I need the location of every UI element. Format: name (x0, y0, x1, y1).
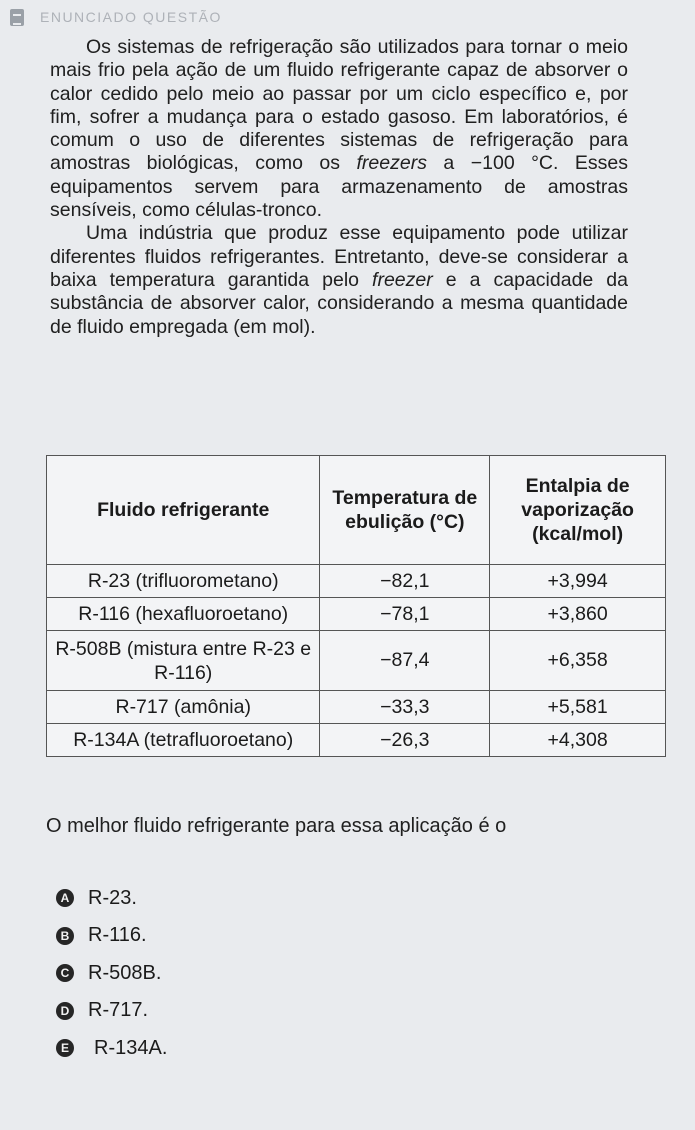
top-bar (0, 0, 695, 34)
cell-fluid: R-134A (tetrafluoroetano) (47, 724, 320, 757)
cell-enthalpy: +3,994 (490, 565, 666, 598)
table-header-row (47, 456, 666, 565)
option-d[interactable] (56, 1001, 167, 1021)
passage-paragraph-1: Os sistemas de refrigeração são utilizados para tornar o meio mais frio pela ação de um fluido refrigerante capaz de absorver o calor cedido pelo meio ao passar por um ciclo específico e, por fim, sofrer a mudança para o estado gasoso. Em laboratórios, é comum o uso de diferentes sistemas de refrigeração para amostras biológicas, como os freezers a −100 °C. Esses equipamentos servem para armazenamento de amostras sensíveis, como células-tronco. (50, 36, 629, 222)
cell-fluid: R-508B (mistura entre R-23 e R-116) (47, 631, 320, 691)
option-e[interactable] (56, 1038, 167, 1058)
cell-enthalpy: +3,860 (490, 598, 666, 631)
question-passage (50, 36, 628, 339)
option-c[interactable] (56, 963, 167, 983)
table-row (47, 631, 666, 691)
header-vaporization-enthalpy: Entalpia de vaporização (kcal/mol) (490, 456, 666, 565)
table-row (47, 691, 666, 724)
cell-boiling: −33,3 (320, 691, 490, 724)
header-fluid: Fluido refrigerante (47, 456, 320, 565)
cell-boiling: −82,1 (320, 565, 490, 598)
passage-paragraph-2: Uma indústria que produz esse equipamento pode utilizar diferentes fluidos refrigerantes. Entretanto, deve-se considerar a baixa temperatura garantida pelo freezer e a capacidade da substância de absorver calor, considerando a mesma quantidade de fluido empregada (em mol). (50, 222, 628, 338)
table-row (47, 598, 666, 631)
cell-enthalpy: +4,308 (490, 724, 666, 757)
option-letter-badge: B (56, 927, 74, 945)
table-row (47, 565, 666, 598)
option-text: R-717. (88, 999, 149, 1021)
cell-boiling: −87,4 (320, 631, 490, 691)
option-text: R-116. (88, 924, 147, 946)
option-letter-badge: C (56, 964, 74, 982)
cell-boiling: −78,1 (320, 598, 490, 631)
option-text: R-134A. (94, 1036, 168, 1059)
answer-options (56, 888, 167, 1076)
question-prompt: O melhor fluido refrigerante para essa aplicação é o (46, 815, 507, 837)
document-icon (10, 9, 24, 26)
cell-boiling: −26,3 (320, 724, 490, 757)
cell-fluid: R-717 (amônia) (47, 691, 320, 724)
option-letter-badge: A (56, 889, 74, 907)
header-boiling-temperature: Temperatura de ebulição (°C) (320, 456, 490, 565)
option-b[interactable] (56, 926, 167, 946)
cell-fluid: R-23 (trifluorometano) (47, 565, 320, 598)
option-a[interactable] (56, 888, 167, 908)
option-text: R-508B. (88, 961, 162, 984)
refrigerant-table (46, 455, 666, 757)
cell-fluid: R-116 (hexafluoroetano) (47, 598, 320, 631)
table-row (47, 724, 666, 757)
section-title: ENUNCIADO QUESTÃO (40, 9, 222, 25)
option-letter-badge: D (56, 1002, 74, 1020)
option-letter-badge: E (56, 1039, 74, 1057)
cell-enthalpy: +6,358 (490, 631, 666, 691)
cell-enthalpy: +5,581 (490, 691, 666, 724)
option-text: R-23. (88, 886, 137, 909)
